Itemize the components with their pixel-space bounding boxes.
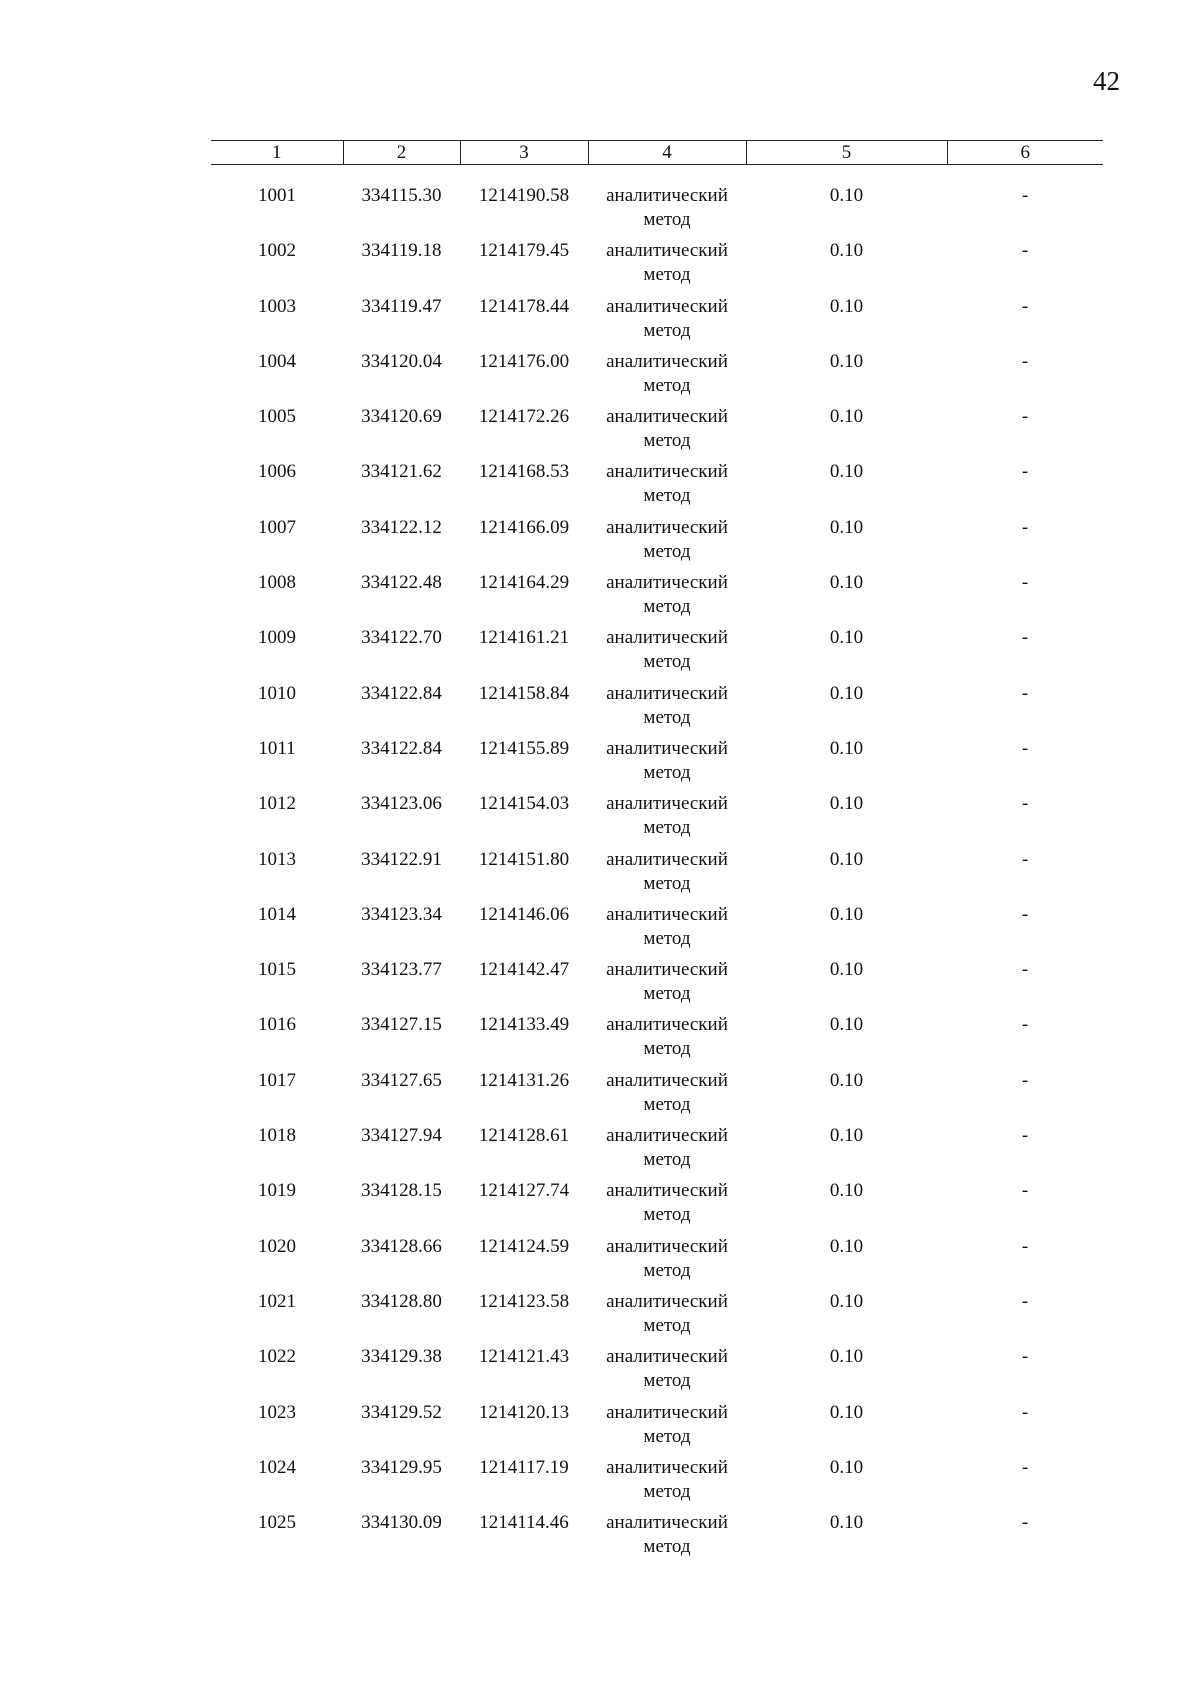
- table-row: [211, 460, 1103, 515]
- cell-accuracy: 0.10: [829, 737, 864, 759]
- cell-point-number: 1006: [258, 461, 296, 483]
- cell-coord-x: 334128.80: [361, 1290, 442, 1312]
- cell-point-number: 1013: [258, 848, 296, 870]
- table-row: [211, 516, 1103, 571]
- cell-coord-x: 334128.66: [361, 1235, 442, 1257]
- header-col-2: 2: [343, 141, 460, 165]
- cell-method: аналитический метод: [606, 793, 728, 839]
- cell-point-number: 1025: [258, 1512, 296, 1534]
- cell-method: аналитический метод: [606, 1290, 728, 1336]
- cell-accuracy: 0.10: [829, 240, 864, 262]
- table-row: [211, 1345, 1103, 1400]
- cell-method: аналитический метод: [606, 1069, 728, 1115]
- cell-coord-y: 1214155.89: [478, 737, 570, 759]
- cell-accuracy: 0.10: [829, 1290, 864, 1312]
- cell-point-number: 1022: [258, 1346, 296, 1368]
- cell-accuracy: 0.10: [829, 682, 864, 704]
- cell-method: аналитический метод: [606, 185, 728, 230]
- cell-point-number: 1016: [258, 1014, 296, 1036]
- cell-accuracy: 0.10: [829, 1235, 864, 1257]
- cell-coord-x: 334129.95: [361, 1456, 442, 1478]
- header-col-5: 5: [746, 141, 947, 165]
- cell-note: -: [1021, 1125, 1029, 1147]
- cell-note: -: [1021, 350, 1029, 372]
- cell-coord-y: 1214151.80: [478, 848, 570, 870]
- cell-coord-x: 334122.48: [361, 572, 442, 594]
- cell-coord-x: 334120.04: [361, 350, 442, 372]
- cell-method: аналитический метод: [606, 737, 728, 783]
- cell-accuracy: 0.10: [829, 572, 864, 594]
- cell-point-number: 1020: [258, 1235, 296, 1257]
- cell-accuracy: 0.10: [829, 848, 864, 870]
- cell-coord-x: 334122.91: [361, 848, 442, 870]
- table-row: [211, 737, 1103, 792]
- table-header-row: [211, 141, 1103, 165]
- cell-method: аналитический метод: [606, 682, 728, 728]
- cell-coord-y: 1214146.06: [478, 903, 570, 925]
- cell-accuracy: 0.10: [829, 1346, 864, 1368]
- cell-method: аналитический метод: [606, 572, 728, 618]
- cell-accuracy: 0.10: [829, 627, 864, 649]
- header-col-4: 4: [588, 141, 746, 165]
- cell-coord-y: 1214120.13: [478, 1401, 570, 1423]
- cell-coord-x: 334129.52: [361, 1401, 442, 1423]
- cell-coord-x: 334119.47: [361, 295, 442, 317]
- table-row: [211, 1401, 1103, 1456]
- table-row: [211, 1179, 1103, 1234]
- cell-point-number: 1012: [258, 793, 296, 815]
- cell-coord-y: 1214131.26: [478, 1069, 570, 1091]
- table-row: [211, 1124, 1103, 1179]
- table-row: [211, 1069, 1103, 1124]
- cell-coord-y: 1214127.74: [478, 1180, 570, 1202]
- cell-note: -: [1021, 682, 1029, 704]
- cell-point-number: 1004: [258, 350, 296, 372]
- cell-accuracy: 0.10: [829, 350, 864, 372]
- cell-coord-x: 334122.84: [361, 737, 442, 759]
- cell-method: аналитический метод: [606, 1401, 728, 1447]
- cell-point-number: 1018: [258, 1125, 296, 1147]
- cell-coord-x: 334123.77: [361, 959, 442, 981]
- cell-point-number: 1023: [258, 1401, 296, 1423]
- cell-coord-y: 1214178.44: [478, 295, 570, 317]
- cell-note: -: [1021, 1401, 1029, 1423]
- cell-accuracy: 0.10: [829, 903, 864, 925]
- cell-accuracy: 0.10: [829, 1125, 864, 1147]
- table-row: [211, 903, 1103, 958]
- cell-note: -: [1021, 959, 1029, 981]
- cell-note: -: [1021, 295, 1029, 317]
- table-row: [211, 405, 1103, 460]
- header-col-3: 3: [460, 141, 588, 165]
- table-row: [211, 958, 1103, 1013]
- header-col-6: 6: [947, 141, 1103, 165]
- cell-method: аналитический метод: [606, 240, 728, 286]
- cell-coord-y: 1214142.47: [478, 959, 570, 981]
- cell-coord-y: 1214121.43: [478, 1346, 570, 1368]
- cell-note: -: [1021, 903, 1029, 925]
- cell-accuracy: 0.10: [829, 1512, 864, 1534]
- cell-note: -: [1021, 240, 1029, 262]
- cell-note: -: [1021, 1180, 1029, 1202]
- cell-note: -: [1021, 1235, 1029, 1257]
- table-row: [211, 1290, 1103, 1345]
- cell-coord-y: 1214133.49: [478, 1014, 570, 1036]
- table-row: [211, 350, 1103, 405]
- cell-method: аналитический метод: [606, 1235, 728, 1281]
- cell-point-number: 1003: [258, 295, 296, 317]
- cell-coord-y: 1214161.21: [478, 627, 570, 649]
- cell-note: -: [1021, 848, 1029, 870]
- cell-accuracy: 0.10: [829, 1456, 864, 1478]
- cell-note: -: [1021, 572, 1029, 594]
- cell-note: -: [1021, 1290, 1029, 1312]
- cell-coord-x: 334121.62: [361, 461, 442, 483]
- cell-coord-y: 1214154.03: [478, 793, 570, 815]
- cell-point-number: 1017: [258, 1069, 296, 1091]
- cell-method: аналитический метод: [606, 903, 728, 949]
- cell-method: аналитический метод: [606, 1456, 728, 1502]
- cell-coord-y: 1214176.00: [478, 350, 570, 372]
- cell-method: аналитический метод: [606, 461, 728, 507]
- cell-coord-x: 334130.09: [361, 1512, 442, 1534]
- cell-method: аналитический метод: [606, 516, 728, 562]
- cell-coord-y: 1214172.26: [478, 406, 570, 428]
- cell-coord-x: 334115.30: [361, 185, 442, 206]
- cell-coord-y: 1214114.46: [479, 1512, 569, 1534]
- cell-accuracy: 0.10: [829, 1014, 864, 1036]
- cell-coord-x: 334128.15: [361, 1180, 442, 1202]
- header-spacer: [211, 165, 1103, 185]
- cell-method: аналитический метод: [606, 295, 728, 341]
- cell-coord-x: 334122.84: [361, 682, 442, 704]
- cell-note: -: [1021, 185, 1029, 206]
- cell-method: аналитический метод: [606, 1125, 728, 1171]
- cell-point-number: 1019: [258, 1180, 296, 1202]
- cell-coord-y: 1214158.84: [478, 682, 570, 704]
- cell-coord-x: 334122.70: [361, 627, 442, 649]
- cell-accuracy: 0.10: [829, 461, 864, 483]
- cell-coord-y: 1214124.59: [478, 1235, 570, 1257]
- cell-accuracy: 0.10: [829, 295, 864, 317]
- cell-accuracy: 0.10: [829, 1401, 864, 1423]
- table-row: [211, 848, 1103, 903]
- cell-method: аналитический метод: [606, 1512, 728, 1558]
- table-row: [211, 239, 1103, 294]
- table-row: [211, 682, 1103, 737]
- cell-accuracy: 0.10: [829, 793, 864, 815]
- cell-coord-x: 334119.18: [361, 240, 442, 262]
- cell-coord-x: 334129.38: [361, 1346, 442, 1368]
- cell-note: -: [1021, 1456, 1029, 1478]
- cell-accuracy: 0.10: [829, 1180, 864, 1202]
- cell-point-number: 1001: [258, 185, 296, 206]
- cell-method: аналитический метод: [606, 848, 728, 894]
- cell-coord-x: 334120.69: [361, 406, 442, 428]
- page-number: 42: [1093, 66, 1120, 96]
- cell-note: -: [1021, 1512, 1029, 1534]
- cell-coord-x: 334122.12: [361, 516, 442, 538]
- cell-method: аналитический метод: [606, 1180, 728, 1226]
- cell-method: аналитический метод: [606, 1014, 728, 1060]
- table-row: [211, 626, 1103, 681]
- cell-point-number: 1021: [258, 1290, 296, 1312]
- table-row: [211, 1511, 1103, 1566]
- cell-note: -: [1021, 406, 1029, 428]
- cell-accuracy: 0.10: [829, 406, 864, 428]
- cell-coord-x: 334127.94: [361, 1125, 442, 1147]
- cell-note: -: [1021, 461, 1029, 483]
- cell-note: -: [1021, 1346, 1029, 1368]
- header-col-1: 1: [211, 141, 343, 165]
- cell-coord-y: 1214166.09: [478, 516, 570, 538]
- cell-point-number: 1010: [258, 682, 296, 704]
- cell-accuracy: 0.10: [829, 185, 864, 206]
- cell-point-number: 1015: [258, 959, 296, 981]
- cell-method: аналитический метод: [606, 959, 728, 1005]
- cell-method: аналитический метод: [606, 350, 728, 396]
- cell-accuracy: 0.10: [829, 516, 864, 538]
- cell-point-number: 1014: [258, 903, 296, 925]
- table-row: [211, 571, 1103, 626]
- cell-note: -: [1021, 1069, 1029, 1091]
- cell-coord-y: 1214128.61: [478, 1125, 570, 1147]
- table-row: [211, 1456, 1103, 1511]
- table-row: [211, 1235, 1103, 1290]
- cell-note: -: [1021, 793, 1029, 815]
- cell-method: аналитический метод: [606, 627, 728, 673]
- table-row: [211, 184, 1103, 239]
- cell-point-number: 1007: [258, 516, 296, 538]
- cell-coord-y: 1214190.58: [478, 185, 570, 206]
- cell-point-number: 1009: [258, 627, 296, 649]
- table-row: [211, 792, 1103, 847]
- cell-coord-y: 1214168.53: [478, 461, 570, 483]
- cell-coord-x: 334127.65: [361, 1069, 442, 1091]
- cell-point-number: 1008: [258, 572, 296, 594]
- table-row: [211, 1013, 1103, 1068]
- cell-coord-y: 1214123.58: [478, 1290, 570, 1312]
- cell-method: аналитический метод: [606, 1346, 728, 1392]
- cell-note: -: [1021, 737, 1029, 759]
- cell-coord-y: 1214179.45: [478, 240, 570, 262]
- cell-note: -: [1021, 516, 1029, 538]
- table-body: [211, 165, 1103, 1567]
- cell-point-number: 1024: [258, 1456, 296, 1478]
- cell-point-number: 1002: [258, 240, 296, 262]
- cell-coord-x: 334127.15: [361, 1014, 442, 1036]
- table-row: [211, 295, 1103, 350]
- cell-method: аналитический метод: [606, 406, 728, 452]
- cell-note: -: [1021, 1014, 1029, 1036]
- cell-point-number: 1011: [258, 737, 296, 759]
- cell-accuracy: 0.10: [829, 959, 864, 981]
- cell-coord-x: 334123.34: [361, 903, 442, 925]
- coordinates-table: [211, 140, 1103, 1566]
- cell-accuracy: 0.10: [829, 1069, 864, 1091]
- cell-coord-y: 1214164.29: [478, 572, 570, 594]
- cell-note: -: [1021, 627, 1029, 649]
- cell-coord-x: 334123.06: [361, 793, 442, 815]
- cell-coord-y: 1214117.19: [479, 1456, 569, 1478]
- cell-point-number: 1005: [258, 406, 296, 428]
